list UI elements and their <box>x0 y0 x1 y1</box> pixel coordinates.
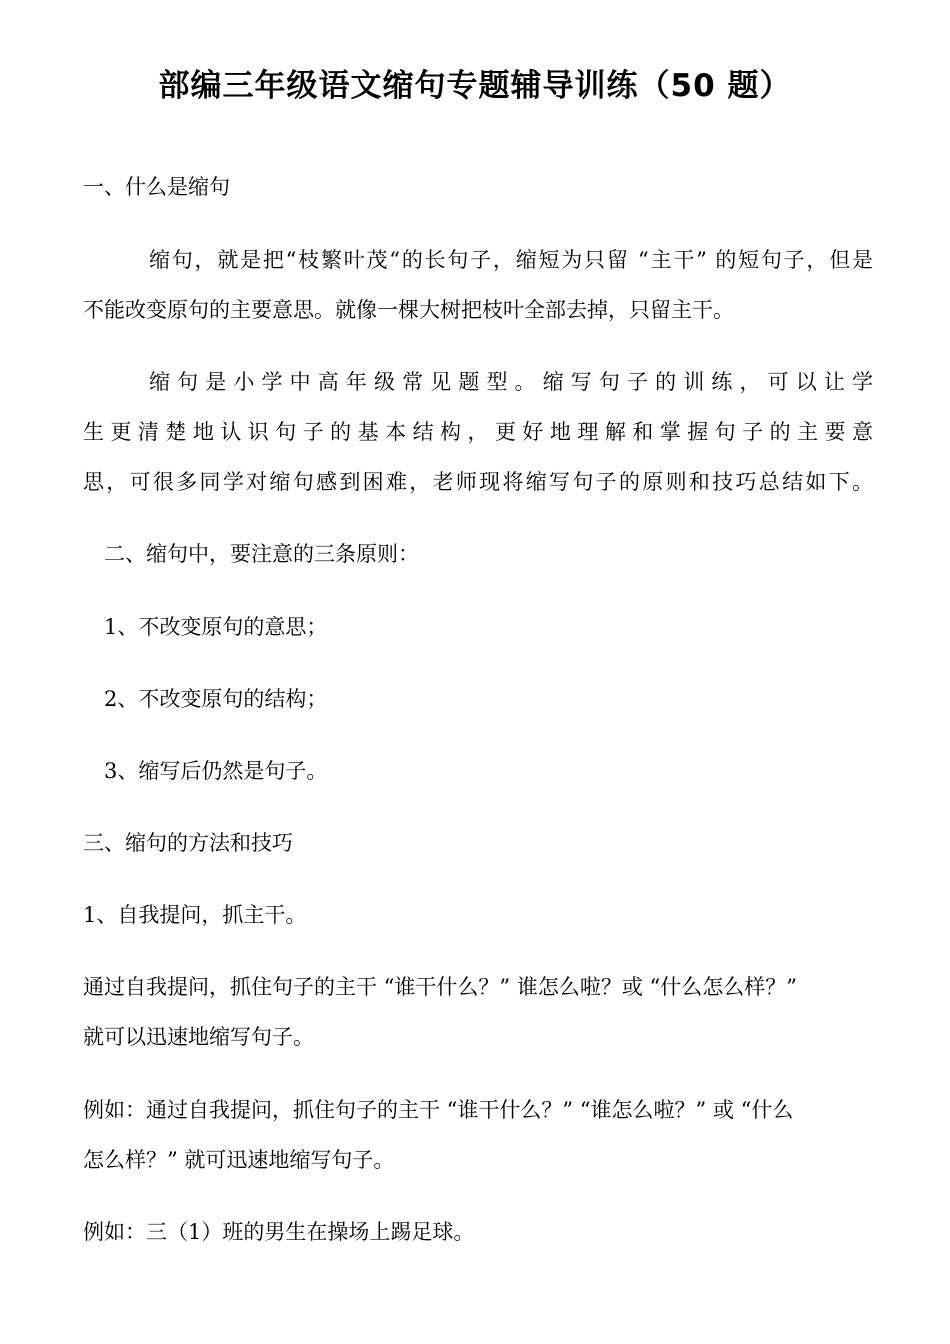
method-subheading: 1、自我提问，抓主干。 <box>83 903 307 927</box>
example-paragraph-line: 例如：通过自我提问，抓住句子的主干 “谁干什么？” “谁怎么啦？” 或 “什么 <box>83 1098 794 1122</box>
principle-item: 3、缩写后仍然是句子。 <box>104 759 328 783</box>
definition-paragraph-line: 缩句，就是把“枝繁叶茂“的长句子，缩短为只留 “主干” 的短句子，但是 <box>149 248 873 272</box>
section-heading-methods: 三、缩句的方法和技巧 <box>83 831 293 855</box>
method-paragraph-line: 就可以迅速地缩写句子。 <box>83 1025 314 1049</box>
example-paragraph-line: 怎么样？” 就可迅速地缩写句子。 <box>83 1148 395 1172</box>
definition-paragraph-line: 不能改变原句的主要意思。就像一棵大树把枝叶全部去掉，只留主干。 <box>83 298 734 322</box>
intro-paragraph-line: 生更清楚地认识句子的基本结构，更好地理解和掌握句子的主要意 <box>83 420 873 444</box>
section-heading-what-is: 一、什么是缩句 <box>83 175 230 199</box>
document-title: 部编三年级语文缩句专题辅导训练（50 题） <box>158 68 792 104</box>
intro-paragraph-line: 缩句是小学中高年级常见题型。缩写句子的训练，可以让学 <box>149 370 873 394</box>
section-heading-principles: 二、缩句中，要注意的三条原则： <box>104 542 419 566</box>
method-paragraph-line: 通过自我提问，抓住句子的主干 “谁干什么？” 谁怎么啦？或 “什么怎么样？” <box>83 975 797 999</box>
example-sentence: 例如：三（1）班的男生在操场上踢足球。 <box>83 1220 475 1244</box>
intro-paragraph-line: 思，可很多同学对缩句感到困难，老师现将缩写句子的原则和技巧总结如下。 <box>83 470 873 494</box>
principle-item: 1、不改变原句的意思； <box>104 615 328 639</box>
principle-item: 2、不改变原句的结构； <box>104 687 328 711</box>
